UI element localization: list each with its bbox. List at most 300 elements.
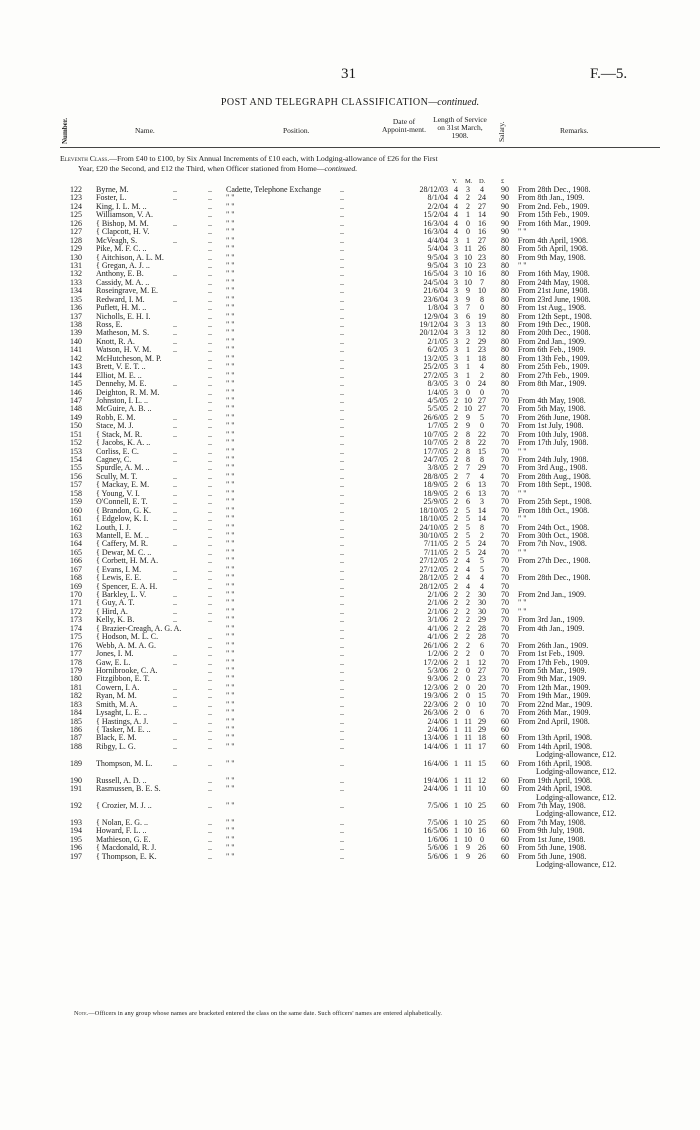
row-number: 139 <box>70 328 82 338</box>
row-position: " " <box>226 277 235 287</box>
row-number: 131 <box>70 260 82 270</box>
row-remarks: From 28th Dec., 1908. <box>518 573 591 583</box>
row-leader-3: .. <box>340 522 344 532</box>
row-number: 187 <box>70 733 82 743</box>
row-leader-2: .. <box>208 210 212 220</box>
row-years: 2 <box>454 480 458 490</box>
row-leader-3: .. <box>340 682 344 692</box>
row-name: Elliot, M. E. .. <box>96 370 142 380</box>
row-days: 22 <box>478 429 486 439</box>
row-appointment-date: 14/4/06 <box>423 741 448 751</box>
row-appointment-date: 8/1/04 <box>427 193 448 203</box>
row-leader-3: .. <box>340 581 344 591</box>
row-days: 30 <box>478 590 486 599</box>
row-years: 2 <box>454 699 458 709</box>
row-name: Rasmussen, B. E. S. <box>96 784 161 794</box>
row-remarks: From 19th Dec., 1908. <box>518 320 591 329</box>
row-number: 124 <box>70 201 82 211</box>
row-position: " " <box>226 412 235 422</box>
row-leader-2: .. <box>208 606 212 616</box>
row-salary: 90 <box>501 193 509 203</box>
row-remarks: From 4th Jan., 1909. <box>518 623 585 633</box>
row-position: " " <box>226 260 235 270</box>
row-remarks: " " <box>518 514 527 524</box>
row-months: 9 <box>466 294 470 304</box>
row-name: Cassidy, M. A. .. <box>96 277 150 287</box>
row-years: 1 <box>454 758 458 768</box>
row-remarks: From 21st June, 1908. <box>518 286 590 296</box>
row-appointment-date: 22/3/06 <box>423 699 448 709</box>
row-appointment-date: 17/2/06 <box>423 657 448 667</box>
row-leader-3: .. <box>340 379 344 389</box>
row-remarks: From 25th Sept., 1908. <box>518 497 592 507</box>
row-salary: 90 <box>501 201 509 211</box>
row-leader-3: .. <box>340 843 344 853</box>
row-remarks: From 12th Sept., 1908. <box>518 311 592 321</box>
row-days: 3 <box>480 497 484 507</box>
row-salary: 70 <box>501 412 509 422</box>
row-salary: 70 <box>501 421 509 431</box>
row-years: 3 <box>454 311 458 321</box>
row-name: { Guy, A. T. <box>96 598 135 608</box>
row-salary: 60 <box>501 851 509 861</box>
row-number: 123 <box>70 193 82 203</box>
row-leader-3: .. <box>340 336 344 346</box>
row-leader-2: .. <box>208 851 212 861</box>
row-number: 155 <box>70 463 82 473</box>
row-years: 2 <box>454 530 458 540</box>
row-leader-2: .. <box>208 682 212 692</box>
row-name: Cowern, I. A. <box>96 682 140 692</box>
row-remarks: From 6th Feb., 1909. <box>518 345 586 355</box>
row-leader-1: .. <box>173 606 177 616</box>
row-days: 0 <box>480 834 484 844</box>
row-months: 4 <box>466 573 470 583</box>
row-number: 167 <box>70 564 82 574</box>
row-appointment-date: 7/11/05 <box>423 547 448 557</box>
class-label: Eleventh Class. <box>60 154 110 163</box>
row-leader-3: .. <box>340 404 344 414</box>
row-leader-2: .. <box>208 446 212 456</box>
row-salary: 60 <box>501 725 509 734</box>
row-leader-2: .. <box>208 497 212 507</box>
row-years: 4 <box>454 210 458 220</box>
row-salary: 70 <box>501 691 509 701</box>
row-appointment-date: 27/2/05 <box>423 370 448 380</box>
row-leader-2: .. <box>208 244 212 254</box>
row-appointment-date: 19/3/06 <box>423 691 448 701</box>
row-leader-3: .. <box>340 328 344 338</box>
row-salary: 70 <box>501 581 509 591</box>
row-leader-1: .. <box>173 741 177 751</box>
row-leader-2: .. <box>208 598 212 608</box>
row-salary: 70 <box>501 488 509 498</box>
row-appointment-date: 2/1/06 <box>427 606 448 616</box>
row-leader-1: .. <box>173 412 177 422</box>
row-months: 0 <box>466 674 470 684</box>
row-remarks: From 9th May, 1908. <box>518 252 586 262</box>
row-leader-2: .. <box>208 320 212 329</box>
row-position: " " <box>226 480 235 490</box>
row-number: 177 <box>70 649 82 659</box>
row-appointment-date: 27/12/05 <box>419 564 448 574</box>
row-months: 9 <box>466 286 470 296</box>
row-salary: 60 <box>501 817 509 827</box>
row-number: 125 <box>70 210 82 220</box>
row-number: 154 <box>70 455 82 464</box>
row-leader-2: .. <box>208 539 212 549</box>
row-months: 3 <box>466 320 470 329</box>
row-leader-2: .. <box>208 235 212 245</box>
row-days: 6 <box>480 708 484 718</box>
row-months: 10 <box>464 269 472 279</box>
row-days: 12 <box>478 328 486 338</box>
row-months: 1 <box>466 235 470 245</box>
row-number: 175 <box>70 632 82 642</box>
row-days: 16 <box>478 218 486 228</box>
row-name: Knott, R. A. <box>96 336 135 346</box>
row-appointment-date: 19/4/06 <box>423 775 448 785</box>
row-years: 1 <box>454 725 458 734</box>
row-leader-2: .. <box>208 362 212 372</box>
unit-pound: £ <box>501 178 505 185</box>
row-leader-2: .. <box>208 345 212 355</box>
row-days: 23 <box>478 674 486 684</box>
row-years: 1 <box>454 716 458 726</box>
row-years: 2 <box>454 547 458 557</box>
row-leader-2: .. <box>208 404 212 414</box>
row-months: 4 <box>466 556 470 566</box>
row-appointment-date: 17/7/05 <box>423 446 448 456</box>
row-name: { Gregan, A. J. .. <box>96 260 150 270</box>
row-leader-2: .. <box>208 708 212 718</box>
row-number: 122 <box>70 185 82 194</box>
row-leader-2: .. <box>208 294 212 304</box>
row-leader-3: .. <box>340 201 344 211</box>
row-number: 181 <box>70 682 82 692</box>
row-position: " " <box>226 294 235 304</box>
row-remarks: From 24th April, 1908. <box>518 784 593 794</box>
row-years: 2 <box>454 556 458 566</box>
row-appointment-date: 15/2/04 <box>423 210 448 220</box>
row-years: 2 <box>454 682 458 692</box>
row-salary: 60 <box>501 784 509 794</box>
row-leader-2: .. <box>208 193 212 203</box>
row-days: 16 <box>478 826 486 836</box>
row-years: 2 <box>454 395 458 405</box>
row-salary: 70 <box>501 632 509 642</box>
row-salary: 60 <box>501 834 509 844</box>
row-remarks: From 5th June, 1908. <box>518 843 587 853</box>
row-days: 4 <box>480 362 484 372</box>
row-months: 9 <box>466 843 470 853</box>
row-remarks: From 1st Feb., 1909. <box>518 649 585 659</box>
row-leader-1: .. <box>173 657 177 667</box>
row-leader-2: .. <box>208 522 212 532</box>
row-years: 4 <box>454 227 458 237</box>
row-years: 1 <box>454 843 458 853</box>
row-years: 4 <box>454 185 458 194</box>
row-leader-1: .. <box>173 446 177 456</box>
row-salary: 70 <box>501 606 509 616</box>
unit-years: Y. <box>452 178 458 185</box>
row-remarks: From 4th April, 1908. <box>518 235 589 245</box>
title-continued: —continued. <box>428 97 480 108</box>
row-days: 20 <box>478 682 486 692</box>
row-leader-2: .. <box>208 311 212 321</box>
row-leader-1: .. <box>173 615 177 625</box>
row-number: 140 <box>70 336 82 346</box>
row-years: 1 <box>454 741 458 751</box>
row-days: 24 <box>478 193 486 203</box>
row-name: { Young, V. I. <box>96 488 140 498</box>
row-number: 158 <box>70 488 82 498</box>
row-days: 0 <box>480 649 484 659</box>
row-years: 3 <box>454 345 458 355</box>
row-appointment-date: 2/4/06 <box>427 716 448 726</box>
row-remarks: From 3rd Aug., 1908. <box>518 463 588 473</box>
row-number: 182 <box>70 691 82 701</box>
row-position: " " <box>226 590 235 599</box>
row-years: 2 <box>454 404 458 414</box>
row-leader-3: .. <box>340 488 344 498</box>
row-years: 4 <box>454 201 458 211</box>
row-number: 195 <box>70 834 82 844</box>
row-days: 24 <box>478 547 486 557</box>
row-leader-2: .. <box>208 218 212 228</box>
row-appointment-date: 3/1/06 <box>427 615 448 625</box>
row-position: " " <box>226 682 235 692</box>
row-leader-1: .. <box>173 682 177 692</box>
row-remarks: From 3rd Jan., 1909. <box>518 615 585 625</box>
row-number: 143 <box>70 362 82 372</box>
row-leader-2: .. <box>208 665 212 675</box>
row-days: 14 <box>478 210 486 220</box>
row-name: { Edgelow, K. I. <box>96 514 149 524</box>
row-name: Nicholls, E. H. I. <box>96 311 151 321</box>
row-leader-1: .. <box>173 758 177 768</box>
row-months: 7 <box>466 471 470 481</box>
header-length: Length of Service on 31st March, 1908. <box>433 115 487 140</box>
row-leader-3: .. <box>340 725 344 734</box>
row-salary: 80 <box>501 353 509 363</box>
row-appointment-date: 28/12/03 <box>419 185 448 194</box>
row-years: 2 <box>454 598 458 608</box>
row-position: " " <box>226 429 235 439</box>
row-appointment-date: 9/3/06 <box>427 674 448 684</box>
row-name: { Crozier, M. J. .. <box>96 800 152 810</box>
row-years: 2 <box>454 623 458 633</box>
row-months: 5 <box>466 530 470 540</box>
row-remarks: From 24th July, 1908. <box>518 455 589 464</box>
row-remarks: From 9th July, 1908. <box>518 826 585 836</box>
row-number: 136 <box>70 303 82 313</box>
row-years: 3 <box>454 303 458 313</box>
row-leader-3: .. <box>340 606 344 616</box>
row-leader-2: .. <box>208 530 212 540</box>
row-remarks: From 1st June, 1908. <box>518 834 586 844</box>
row-years: 1 <box>454 800 458 810</box>
row-leader-2: .. <box>208 286 212 296</box>
row-number: 180 <box>70 674 82 684</box>
row-name: McHutcheson, M. P. <box>96 353 162 363</box>
row-leader-2: .. <box>208 269 212 279</box>
row-salary: 80 <box>501 345 509 355</box>
row-leader-2: .. <box>208 657 212 667</box>
row-position: " " <box>226 345 235 355</box>
row-number: 185 <box>70 716 82 726</box>
row-leader-2: .. <box>208 421 212 431</box>
row-leader-1: .. <box>173 429 177 439</box>
row-appointment-date: 2/4/06 <box>427 725 448 734</box>
row-number: 192 <box>70 800 82 810</box>
row-position: " " <box>226 665 235 675</box>
row-position: " " <box>226 691 235 701</box>
row-name: Thompson, M. L. <box>96 758 153 768</box>
row-salary: 90 <box>501 227 509 237</box>
row-remarks: From 5th June, 1908. <box>518 851 587 861</box>
row-leader-3: .. <box>340 800 344 810</box>
row-months: 5 <box>466 514 470 524</box>
row-appointment-date: 19/12/04 <box>419 320 448 329</box>
row-months: 0 <box>466 682 470 692</box>
row-days: 10 <box>478 699 486 709</box>
row-leader-3: .. <box>340 286 344 296</box>
row-leader-3: .. <box>340 463 344 473</box>
row-years: 3 <box>454 320 458 329</box>
row-years: 2 <box>454 590 458 599</box>
row-number: 152 <box>70 438 82 448</box>
row-number: 127 <box>70 227 82 237</box>
row-leader-2: .. <box>208 716 212 726</box>
row-leader-3: .. <box>340 674 344 684</box>
row-number: 148 <box>70 404 82 414</box>
row-years: 2 <box>454 665 458 675</box>
row-position: " " <box>226 370 235 380</box>
row-salary: 70 <box>501 682 509 692</box>
row-leader-2: .. <box>208 590 212 599</box>
row-remarks-2: Lodging-allowance, £12. <box>536 860 617 870</box>
row-years: 2 <box>454 539 458 549</box>
row-salary: 80 <box>501 235 509 245</box>
row-appointment-date: 5/6/06 <box>427 851 448 861</box>
row-salary: 70 <box>501 674 509 684</box>
row-appointment-date: 1/2/06 <box>427 649 448 659</box>
row-salary: 80 <box>501 370 509 380</box>
row-years: 3 <box>454 336 458 346</box>
row-months: 11 <box>464 758 472 768</box>
row-months: 5 <box>466 522 470 532</box>
row-leader-1: .. <box>173 539 177 549</box>
row-appointment-date: 2/1/06 <box>427 590 448 599</box>
row-position: " " <box>226 201 235 211</box>
row-number: 174 <box>70 623 82 633</box>
row-name: O'Connell, E. T. <box>96 497 148 507</box>
row-months: 2 <box>466 336 470 346</box>
row-salary: 80 <box>501 294 509 304</box>
row-leader-3: .. <box>340 784 344 794</box>
row-leader-3: .. <box>340 649 344 659</box>
row-days: 8 <box>480 455 484 464</box>
row-name: { Stack, M. R. <box>96 429 143 439</box>
row-name: Webb, A. M. A. G. <box>96 640 157 650</box>
row-position: " " <box>226 834 235 844</box>
row-days: 26 <box>478 851 486 861</box>
row-position: " " <box>226 488 235 498</box>
row-months: 1 <box>466 210 470 220</box>
row-appointment-date: 16/4/06 <box>423 758 448 768</box>
row-months: 9 <box>466 421 470 431</box>
header-date: Date of Appoint-ment. <box>382 117 426 134</box>
row-days: 4 <box>480 471 484 481</box>
row-leader-3: .. <box>340 370 344 380</box>
row-leader-2: .. <box>208 227 212 237</box>
row-leader-1: .. <box>173 514 177 524</box>
row-days: 27 <box>478 665 486 675</box>
row-position: " " <box>226 362 235 372</box>
row-leader-2: .. <box>208 463 212 473</box>
row-remarks: From 8th Jan., 1909. <box>518 193 585 203</box>
row-years: 3 <box>454 269 458 279</box>
row-position: " " <box>226 252 235 262</box>
row-leader-2: .. <box>208 581 212 591</box>
row-months: 8 <box>466 455 470 464</box>
row-position: " " <box>226 210 235 220</box>
class-intro <box>60 154 664 173</box>
row-years: 2 <box>454 412 458 422</box>
row-remarks: From 5th May, 1908. <box>518 404 586 414</box>
row-leader-1: .. <box>173 269 177 279</box>
row-number: 176 <box>70 640 82 650</box>
row-position: " " <box>226 758 235 768</box>
row-name: Russell, A. D. .. <box>96 775 147 785</box>
row-position: " " <box>226 573 235 583</box>
row-number: 135 <box>70 294 82 304</box>
row-appointment-date: 28/8/05 <box>423 471 448 481</box>
row-years: 2 <box>454 438 458 448</box>
row-number: 166 <box>70 556 82 566</box>
row-days: 22 <box>478 438 486 448</box>
row-leader-3: .. <box>340 455 344 464</box>
row-salary: 70 <box>501 429 509 439</box>
row-name: Brett, V. E. T. .. <box>96 362 146 372</box>
note-text: —Officers in any group whose names are bracketed entered the class on the same date. Such officers' names are entered alphabetically. <box>88 1010 443 1017</box>
row-salary: 80 <box>501 311 509 321</box>
row-years: 2 <box>454 564 458 574</box>
row-salary: 80 <box>501 260 509 270</box>
row-remarks: From 24th May, 1908. <box>518 277 590 287</box>
row-appointment-date: 1/6/06 <box>427 834 448 844</box>
row-remarks: " " <box>518 446 527 456</box>
row-appointment-date: 25/2/05 <box>423 362 448 372</box>
row-leader-3: .. <box>340 395 344 405</box>
row-name: Black, E. M. <box>96 733 137 743</box>
row-salary: 80 <box>501 269 509 279</box>
row-salary: 70 <box>501 471 509 481</box>
row-salary: 70 <box>501 657 509 667</box>
row-months: 11 <box>464 784 472 794</box>
row-years: 2 <box>454 429 458 439</box>
row-number: 146 <box>70 387 82 397</box>
row-leader-3: .. <box>340 210 344 220</box>
row-name: Byrne, M. <box>96 185 129 194</box>
row-name: Cagney, C. <box>96 455 132 464</box>
row-leader-2: .. <box>208 412 212 422</box>
row-salary: 70 <box>501 590 509 599</box>
row-name: { Clapcott, H. V. <box>96 227 150 237</box>
row-name: Watson, H. V. M. <box>96 345 152 355</box>
row-number: 169 <box>70 581 82 591</box>
